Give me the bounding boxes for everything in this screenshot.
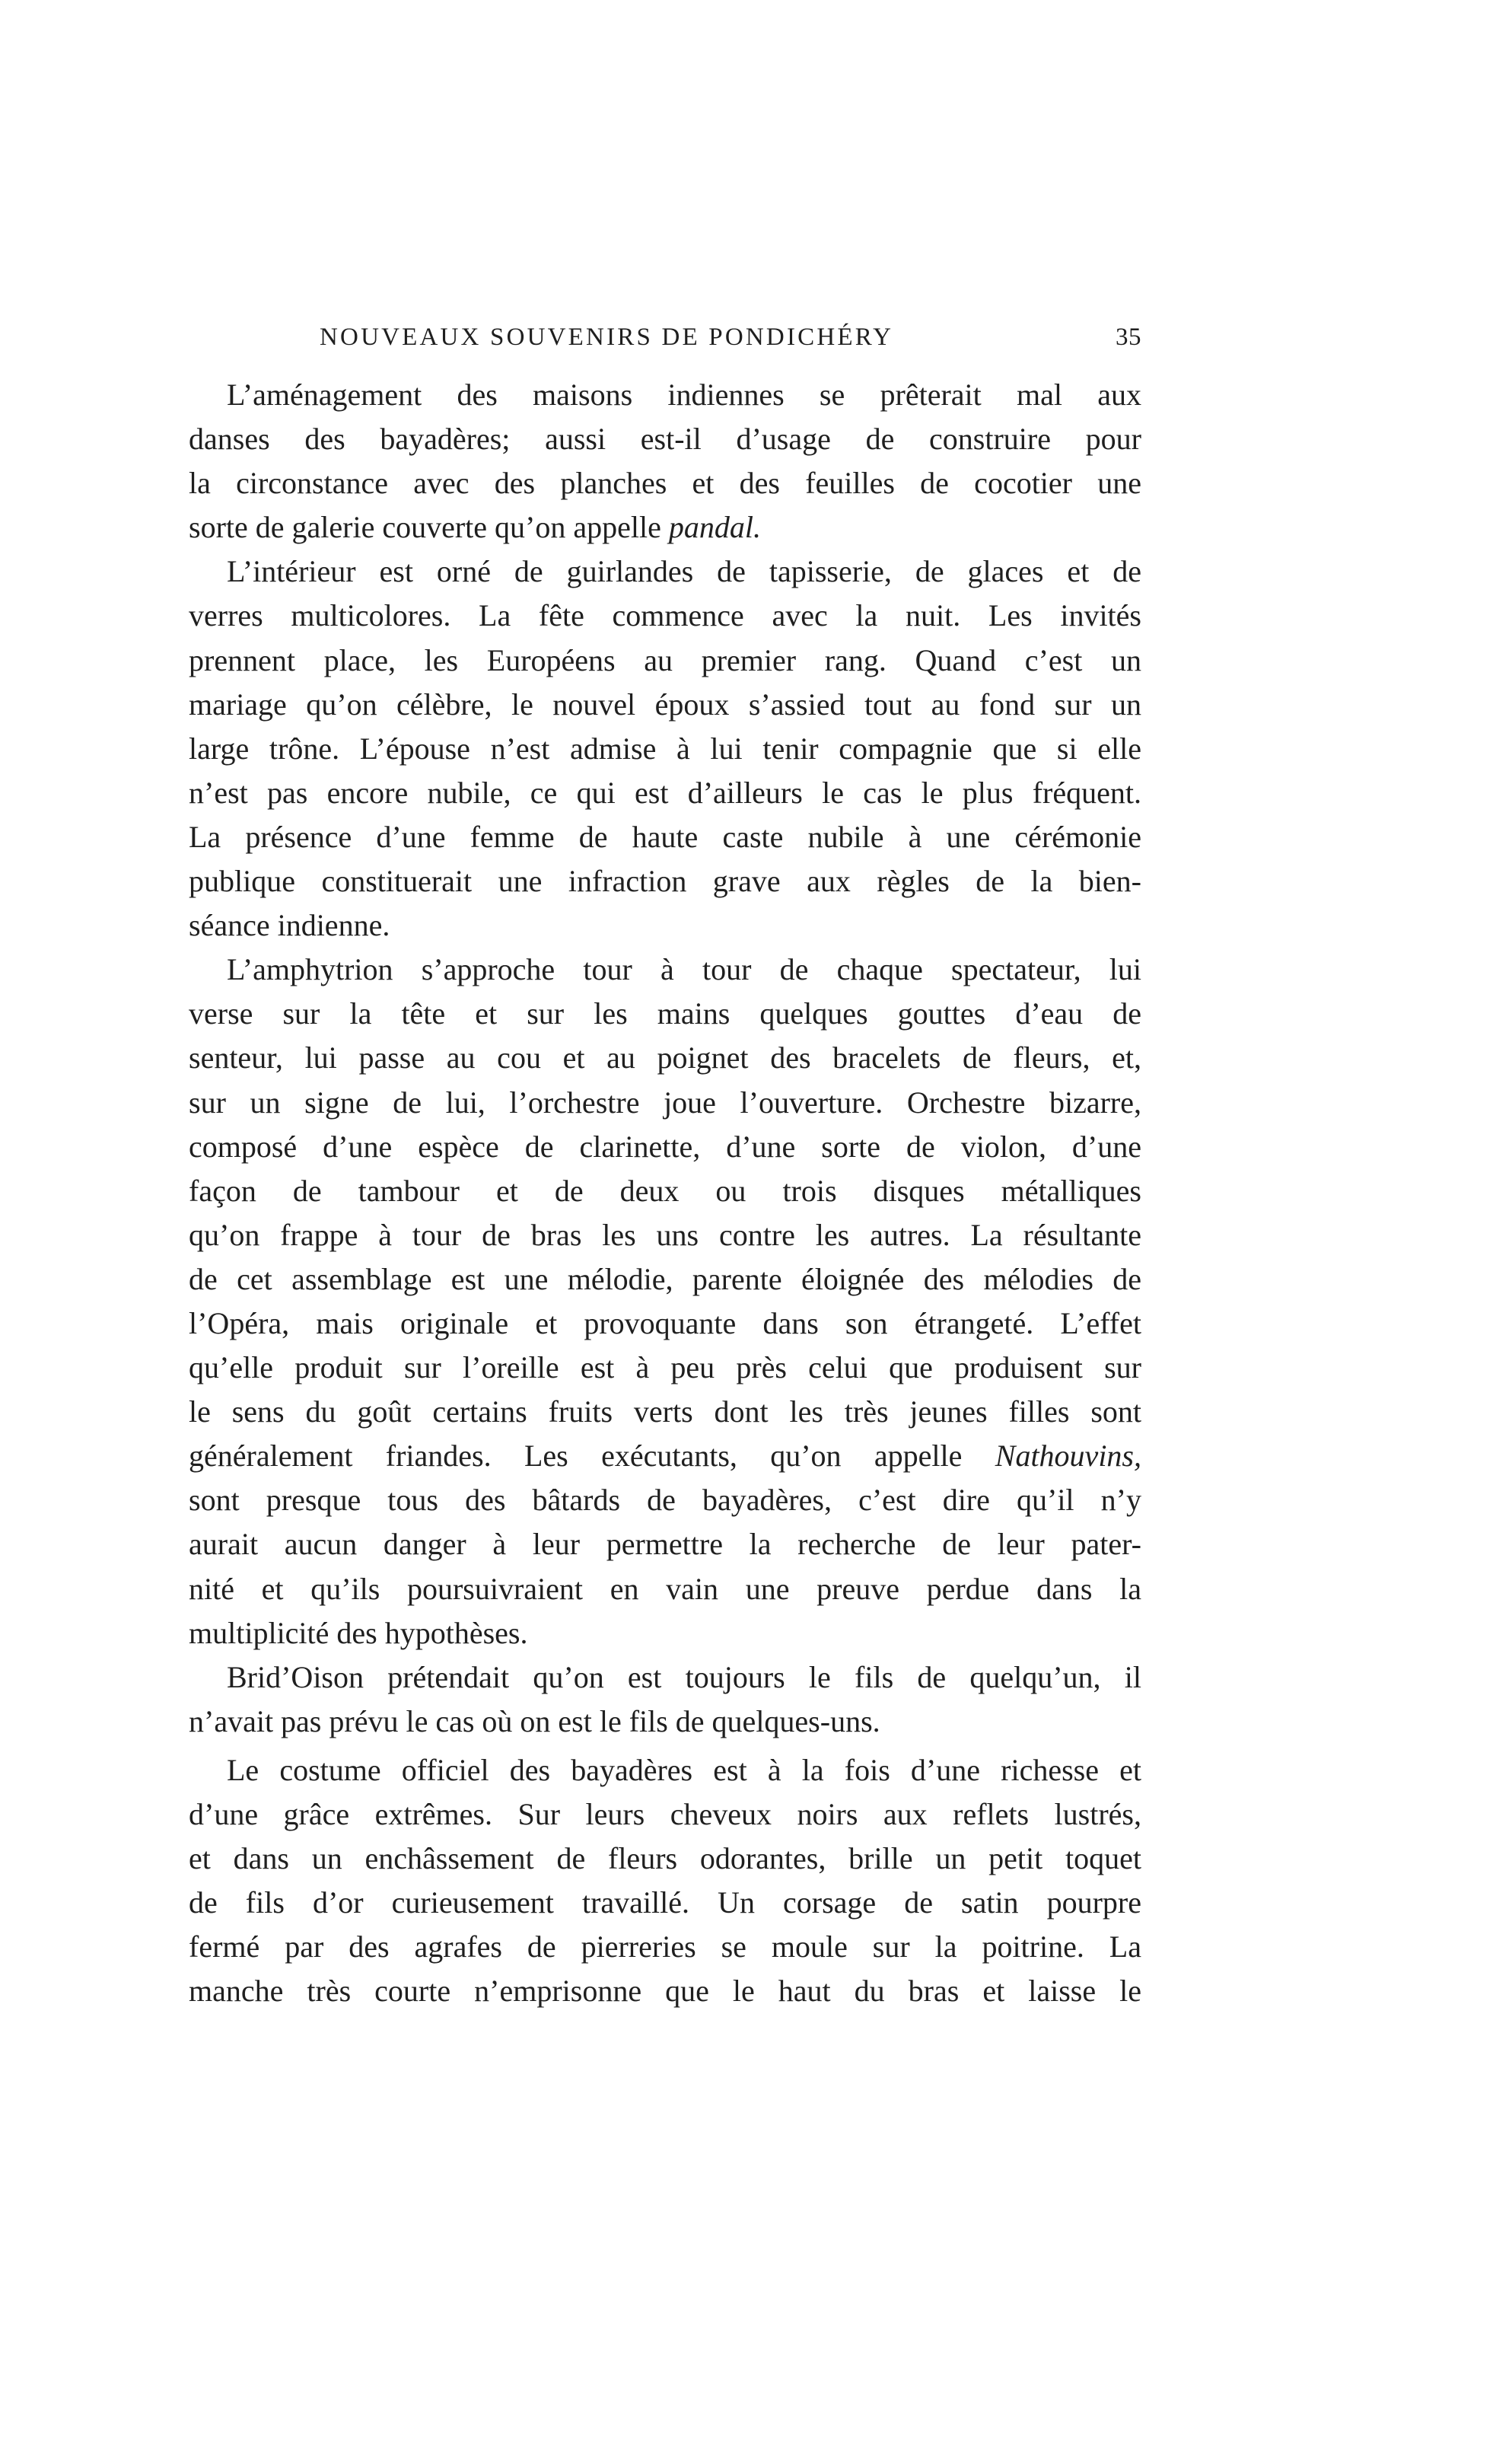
page-number: 35: [1116, 323, 1141, 351]
text-line: composé d’une espèce de clarinette, d’une sorte de violon, d’une: [189, 1129, 1141, 1164]
text-line: d’une grâce extrêmes. Sur leurs cheveux noirs aux reflets lustrés,: [189, 1797, 1141, 1831]
text-line: qu’on frappe à tour de bras les uns contre les autres. La résultante: [189, 1217, 1141, 1252]
text-line: L’amphytrion s’approche tour à tour de chaque spectateur, lui: [227, 952, 1141, 987]
text-line: fermé par des agrafes de pierreries se moule sur la poitrine. La: [189, 1929, 1141, 1964]
text-line: prennent place, les Européens au premier rang. Quand c’est un: [189, 642, 1141, 677]
italic-term-nathouvins: Nathouvins,: [995, 1439, 1141, 1474]
text-line: sur un signe de lui, l’orchestre joue l’ouverture. Orchestre bizarre,: [189, 1085, 1141, 1120]
text-line: séance indienne.: [189, 908, 390, 943]
text-line: [189, 505, 1141, 550]
text-line: publique constituerait une infraction grave aux règles de la bien-: [189, 864, 1141, 899]
text-line: [189, 1434, 1141, 1478]
text-line: La présence d’une femme de haute caste nubile à une cérémonie: [189, 819, 1141, 854]
text-line: la circonstance avec des planches et des feuilles de cocotier une: [189, 466, 1141, 501]
text-line: n’avait pas prévu le cas où on est le fils de quelques-uns.: [189, 1703, 880, 1738]
text-line: de fils d’or curieusement travaillé. Un corsage de satin pourpre: [189, 1885, 1141, 1920]
text-line: Le costume officiel des bayadères est à la fois d’une richesse et: [227, 1752, 1141, 1787]
text-line: mariage qu’on célèbre, le nouvel époux s’assied tout au fond sur un: [189, 687, 1141, 722]
text-fragment: généralement friandes. Les exécutants, qu’on appelle: [189, 1439, 963, 1474]
italic-term-pandal: pandal.: [668, 510, 761, 545]
text-line: senteur, lui passe au cou et au poignet des bracelets de fleurs, et,: [189, 1040, 1141, 1075]
text-line: et dans un enchâssement de fleurs odorantes, brille un petit toquet: [189, 1841, 1141, 1876]
text-line: Brid’Oison prétendait qu’on est toujours le fils de quelqu’un, il: [227, 1659, 1141, 1694]
running-title: NOUVEAUX SOUVENIRS DE PONDICHÉRY: [320, 323, 894, 351]
text-line: le sens du goût certains fruits verts dont les très jeunes filles sont: [189, 1394, 1141, 1429]
text-line: nité et qu’ils poursuivraient en vain une preuve perdue dans la: [189, 1571, 1141, 1606]
text-line: façon de tambour et de deux ou trois disques métalliques: [189, 1173, 1141, 1208]
text-line: l’Opéra, mais originale et provoquante dans son étrangeté. L’effet: [189, 1305, 1141, 1340]
text-line: de cet assemblage est une mélodie, parente éloignée des mélodies de: [189, 1261, 1141, 1296]
text-fragment: sorte de galerie couverte qu’on appelle: [189, 510, 661, 545]
text-line: verse sur la tête et sur les mains quelques gouttes d’eau de: [189, 996, 1141, 1031]
running-head: [189, 318, 1141, 356]
text-line: verres multicolores. La fête commence avec la nuit. Les invités: [189, 598, 1141, 633]
text-line: L’intérieur est orné de guirlandes de tapisserie, de glaces et de: [227, 554, 1141, 589]
text-line: multiplicité des hypothèses.: [189, 1615, 528, 1650]
text-line: manche très courte n’emprisonne que le haut du bras et laisse le: [189, 1974, 1141, 2009]
text-line: qu’elle produit sur l’oreille est à peu près celui que produisent sur: [189, 1350, 1141, 1385]
text-line: aurait aucun danger à leur permettre la recherche de leur pater-: [189, 1527, 1141, 1562]
text-line: sont presque tous des bâtards de bayadères, c’est dire qu’il n’y: [189, 1483, 1141, 1518]
text-line: L’aménagement des maisons indiennes se prêterait mal aux: [227, 378, 1141, 412]
text-line: danses des bayadères; aussi est-il d’usage de construire pour: [189, 422, 1141, 457]
text-line: n’est pas encore nubile, ce qui est d’ailleurs le cas le plus fréquent.: [189, 775, 1141, 810]
body-text: [189, 373, 1141, 2013]
text-line: large trône. L’épouse n’est admise à lui tenir compagnie que si elle: [189, 731, 1141, 766]
